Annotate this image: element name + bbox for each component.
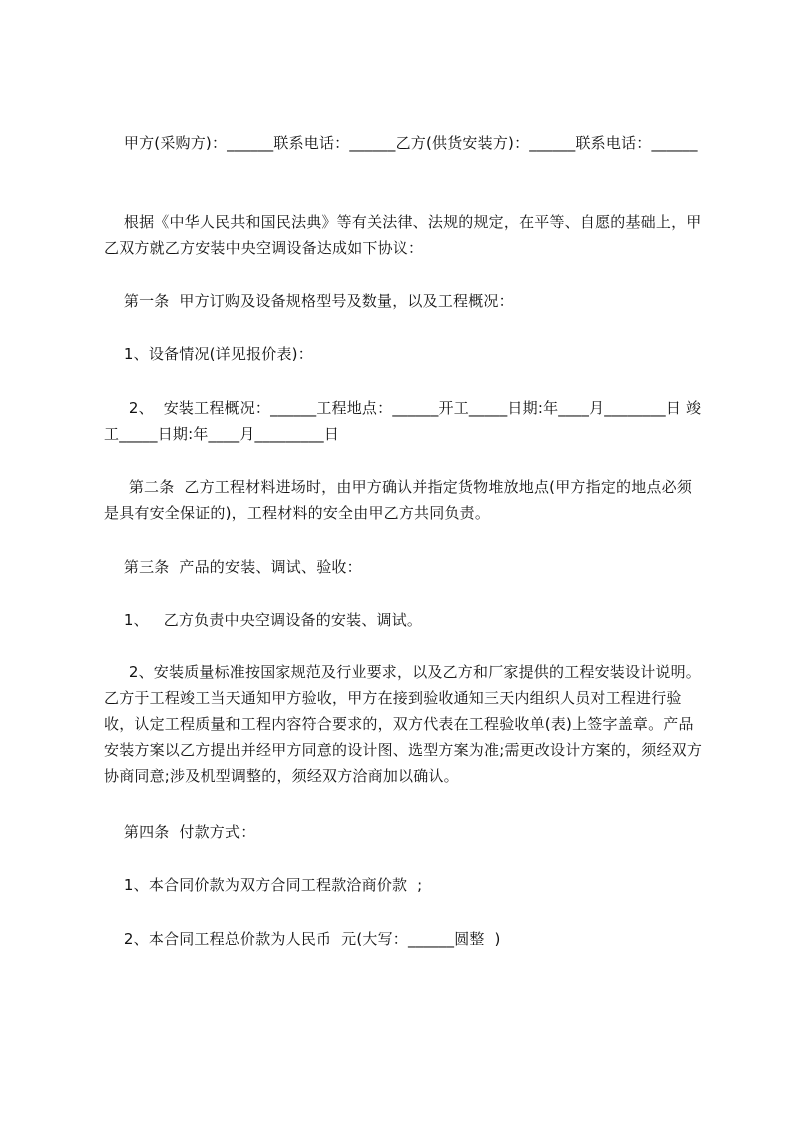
article-4-item-2: 2、本合同工程总价款为人民币 元(大写：______圆整 ) (104, 930, 501, 948)
article-4-heading: 第四条 付款方式： (104, 823, 256, 841)
parties-line: 甲方(采购方)：______联系电话：______乙方(供货安装方)：______联系电话：______ (104, 134, 698, 152)
article-1-item-1: 1、设备情况(详见报价表)： (104, 345, 313, 363)
article-3-item-1: 1、 乙方负责中央空调设备的安装、调试。 (104, 611, 423, 629)
article-1-item-2: 2、 安装工程概况：______工程地点：______开工_____日期:年____月________日 竣工_____日期:年____月_________日 (104, 399, 702, 443)
article-2-paragraph: 第二条 乙方工程材料进场时，由甲方确认并指定货物堆放地点(甲方指定的地点必须是具有安全保证的)，工程材料的安全由甲乙方共同负责。 (104, 478, 693, 522)
article-3-item-2: 2、安装质量标准按国家规范及行业要求，以及乙方和厂家提供的工程安装设计说明。乙方于工程竣工当天通知甲方验收，甲方在接到验收通知三天内组织人员对工程进行验收，认定工程质量和工程内容符合要求的，双方代表在工程验收单(表)上签字盖章。产品安装方案以乙方提出并经甲方同意的设计图、选型方案为准;需更改设计方案的，须经双方协商同意;涉及机型调整的，须经双方洽商加以确认。 (104, 663, 703, 785)
article-4-item-1: 1、本合同价款为双方合同工程款洽商价款 ; (104, 876, 423, 894)
article-1-heading: 第一条 甲方订购及设备规格型号及数量，以及工程概况： (104, 292, 514, 310)
preamble-paragraph: 根据《中华人民共和国民法典》等有关法律、法规的规定，在平等、自愿的基础上，甲乙双方就乙方安装中央空调设备达成如下协议： (104, 213, 702, 257)
article-3-heading: 第三条 产品的安装、调试、验收： (104, 558, 362, 576)
